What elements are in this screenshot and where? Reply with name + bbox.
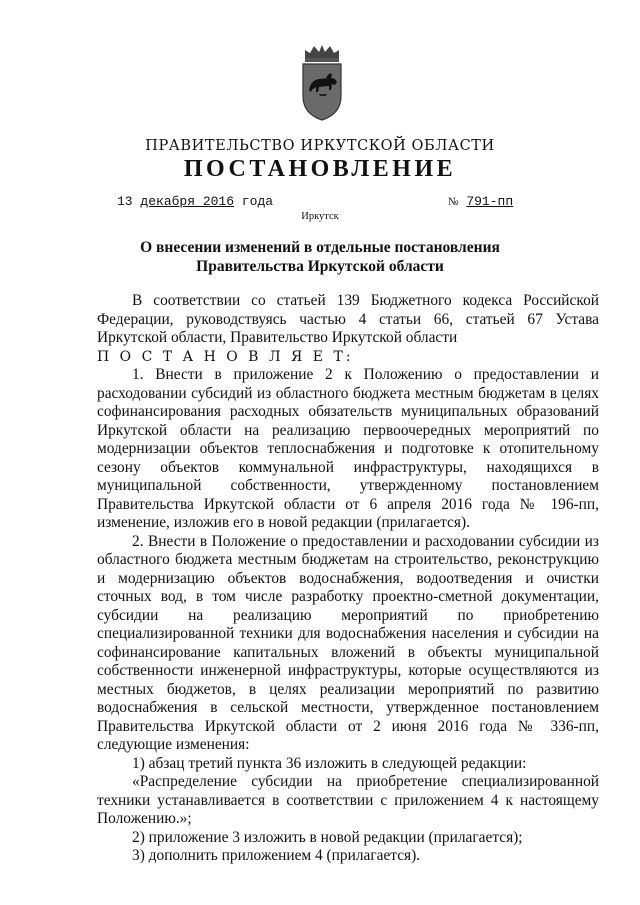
date-day: 13 xyxy=(117,194,133,209)
document-date xyxy=(117,194,273,209)
document-number xyxy=(448,194,513,209)
document-heading: О внесении изменений в отдельные постановления Правительства Иркутской области xyxy=(140,239,500,275)
document-body xyxy=(97,292,599,866)
item-1-paragraph: 1. Внести в приложение 2 к Положению о предоставлении и расходовании субсидий из областного бюджета местным бюджетам в целях софинансирования расходных обязательств муниципальных образований Иркутской области на реализацию первоочередных мероприятий по модернизации объектов теплоснабжения и подготовке к отопительному сезону объектов коммунальной инфраструктуры, находящихся в муниципальной собственности, утвержденному постановлением Правительства Иркутской области от 6 апреля 2016 года № 196-пп, изменение, изложив его в новой редакции (прилагается). xyxy=(97,366,599,531)
item-2-1-quote-paragraph: «Распределение субсидии на приобретение специализированной техники устанавливается в соответствии с приложением 4 к настоящему Положению.»; xyxy=(97,773,599,827)
item-2-paragraph: 2. Внести в Положение о предоставлении и расходовании субсидии из областного бюджета местным бюджетам на строительство, реконструкцию и модернизацию объектов водоснабжения, водоотведения и очистки сточных вод, в том числе разработку проектно-сметной документации, субсидии на реализацию мероприятий по приобретению специализированной техники для водоснабжения населения и субсидии на софинансирование капитальных вложений в объекты муниципальной собственности инженерной инфраструктуры, которые осуществляются из местных бюджетов, в целях реализации мероприятий по развитию водоснабжения в сельской местности, утвержденное постановлением Правительства Иркутской области от 2 июня 2016 года № 336-пп, следующие изменения: xyxy=(97,532,599,753)
date-month-year: декабря 2016 xyxy=(140,194,235,209)
date-suffix: года xyxy=(241,194,274,209)
government-name: ПРАВИТЕЛЬСТВО ИРКУТСКОЙ ОБЛАСТИ xyxy=(145,138,495,154)
decree-word: П О С Т А Н О В Л Я Е Т: xyxy=(97,348,354,365)
number-value: 791-пп xyxy=(466,194,514,209)
city-name: Иркутск xyxy=(301,211,339,222)
number-sign: № xyxy=(448,196,459,208)
document-type-title: ПОСТАНОВЛЕНИЕ xyxy=(183,156,457,182)
item-2-2-paragraph: 2) приложение 3 изложить в новой редакции (прилагается); xyxy=(132,828,523,846)
preamble-paragraph: В соответствии со статьей 139 Бюджетного кодекса Российской Федерации, руководствуясь частью 4 статьи 66, статьей 67 Устава Иркутской области, Правительство Иркутской области xyxy=(97,292,599,346)
item-2-1-paragraph: 1) абзац третий пункта 36 изложить в следующей редакции: xyxy=(132,754,527,772)
coat-of-arms-emblem xyxy=(299,44,345,122)
item-2-3-paragraph: 3) дополнить приложением 4 (прилагается). xyxy=(132,847,421,864)
coat-of-arms-icon xyxy=(299,44,345,122)
